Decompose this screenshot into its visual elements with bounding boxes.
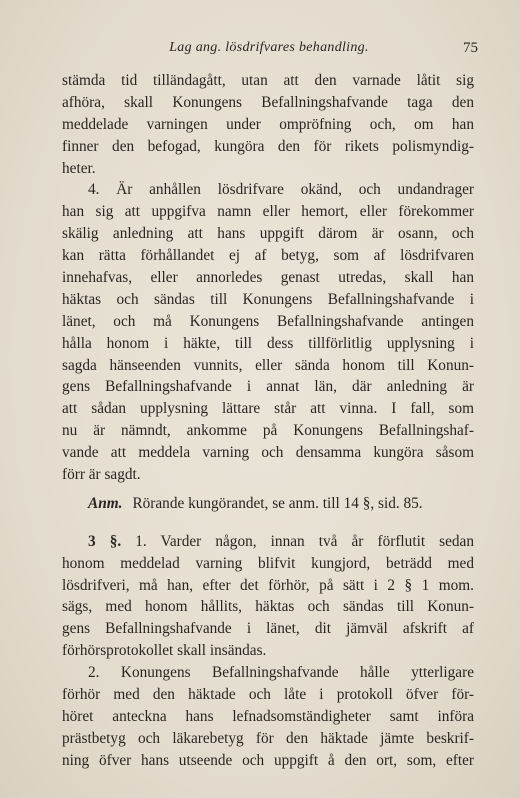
text-line: sägs, med honom hållits, häktas och sändas till Konun- — [62, 598, 474, 616]
text-line: gens Befallningshafvande i annat län, där anledning är — [62, 378, 474, 396]
text-line: heter. — [62, 159, 96, 177]
annotation-note — [62, 493, 474, 515]
page-number: 75 — [463, 40, 478, 56]
text-line: 2. Konungens Befallningshafvande hålle ytterligare — [88, 664, 474, 682]
note-text: Rörande kungörandet, se anm. till 14 §, sid. 85. — [132, 494, 423, 512]
text-line: nu är nämndt, ankomme på Konungens Befallningshaf- — [62, 422, 474, 440]
section-3 — [62, 531, 474, 662]
text-line: stämda tid tilländagått, utan att den varnade låtit sig — [62, 72, 474, 89]
text-line: sagda hänseenden vunnits, eller sända honom till Konun- — [62, 356, 474, 374]
text-line: häktas och sändas till Konungens Befallningshafvande i — [62, 290, 474, 308]
text-line: ning öfver hans utseende och uppgift å den ort, som, efter — [62, 751, 474, 769]
text-line: förr är sagdt. — [62, 466, 141, 484]
text-line: han sig att uppgifva namn eller hemort, eller förekommer — [62, 203, 474, 221]
text-line: innehafvas, eller annorledes genast utredas, skall han — [62, 269, 474, 287]
paragraph-item-2 — [62, 662, 474, 771]
body-text — [62, 70, 474, 772]
text-line: förhörsprotokollet skall insändas. — [62, 642, 267, 660]
paragraph-item-4 — [62, 179, 474, 485]
note-label: Anm. — [88, 494, 123, 512]
page-header — [60, 40, 478, 60]
text-line: skälig anledning att hans uppgift därom är osann, och — [62, 225, 474, 243]
text-line: prästbetyg och läkarebetyg för den häktade jämte beskrif- — [62, 729, 474, 747]
text-line: meddelade varningen under ompröfning och, om han — [62, 115, 474, 133]
text-line: länet, och må Konungens Befallningshafvande antingen — [62, 312, 474, 330]
running-title: Lag ang. lösdrifvares behandling. — [169, 40, 369, 55]
text-line: lösdrifveri, må han, efter det förhör, på sätt i 2 § 1 mom. — [62, 576, 474, 594]
text-line: hålla honom i häkte, till dess tillförlitlig upplysning i — [62, 334, 474, 352]
section-first-line — [62, 531, 474, 553]
section-label: 3 §. — [88, 532, 122, 550]
section-first-line-text: 1. Varder någon, innan två år förflutit sedan — [135, 532, 474, 550]
text-line: 4. Är anhållen lösdrifvare okänd, och undandrager — [88, 181, 474, 199]
text-line: höret anteckna hans lefnadsomständigheter samt införa — [62, 707, 474, 725]
text-line: kan rätta förhållandet ej af betyg, som af lösdrifvaren — [62, 247, 474, 265]
paragraph-continuation — [62, 70, 474, 179]
text-line: att sådan upplysning lättare står att vinna. I fall, som — [62, 400, 474, 418]
text-line: gens Befallningshafvande i länet, dit jämväl afskrift af — [62, 620, 474, 638]
text-line: honom meddelad varning blifvit kungjord, beträdd med — [62, 554, 474, 572]
text-line: vande att meddela varning och densamma kungöra såsom — [62, 444, 474, 462]
text-line: afhöra, skall Konungens Befallningshafvande taga den — [62, 93, 474, 111]
text-line: förhör med den häktade och låte i protokoll öfver för- — [62, 686, 474, 704]
text-line: finner den befogad, kungöra den för rikets polismyndig- — [62, 137, 474, 155]
